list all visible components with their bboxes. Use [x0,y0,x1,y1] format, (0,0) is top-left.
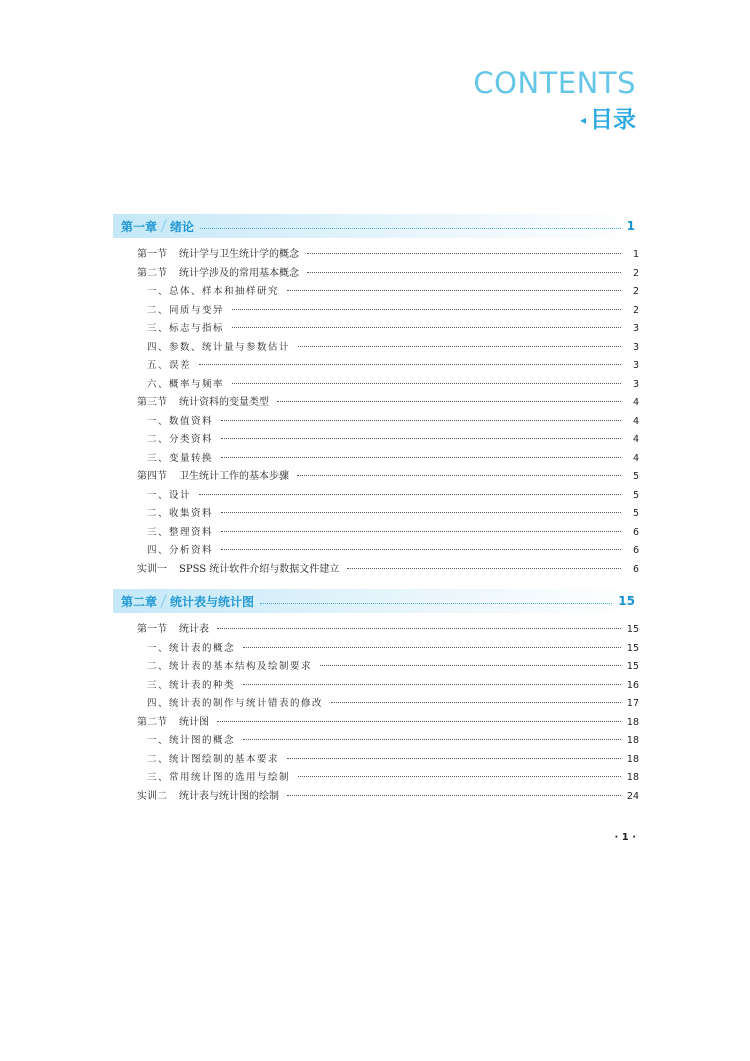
entry-page: 4 [632,397,639,408]
entry-page: 2 [632,304,639,316]
entry-page: 24 [626,790,639,802]
toc-subsection-entry[interactable] [113,640,639,659]
entry-title: 统计学涉及的常用基本概念 [179,267,299,279]
entry-page: 16 [626,679,639,691]
contents-title-cn-row [473,106,636,134]
dot-leader [297,475,621,476]
dot-leader [298,776,621,777]
toc-subsection-entry[interactable] [113,376,639,395]
chapter-number: 第一章 [121,219,158,234]
dot-leader [298,346,621,347]
entry-title: 三、常用统计图的选用与绘制 [147,772,291,783]
toc-section-entry[interactable] [113,468,639,487]
entry-label: 第四节 [137,471,167,482]
dot-leader [199,494,621,495]
page-number: · 1 · [614,832,636,843]
dot-leader [200,228,621,229]
dot-leader [232,383,621,384]
entry-page: 2 [632,286,639,297]
entry-page: 6 [632,545,639,556]
toc-subsection-entry[interactable] [113,677,639,696]
entry-title: 统计表 [179,624,209,635]
entry-page: 2 [632,267,639,279]
dot-leader [243,647,621,648]
entry-page: 5 [632,471,639,482]
entry-page: 3 [632,341,639,353]
entry-page: 6 [632,563,639,575]
dot-leader [221,512,621,513]
entry-page: 4 [632,452,639,464]
entry-page: 17 [626,698,639,709]
toc-subsection-entry[interactable] [113,751,639,770]
contents-title-cn: 目录 [590,107,636,133]
entry-title: 五、误差 [147,360,192,371]
dot-leader [260,603,612,604]
entry-title: 一、统计表的概念 [147,642,236,654]
toc-subsection-entry[interactable] [113,732,639,751]
entry-title: 统计表与统计图的绘制 [179,790,279,802]
entry-label: 第二节 [137,267,167,279]
toc-subsection-entry[interactable] [113,413,639,432]
entry-label: 实训二 [137,790,167,802]
entry-title: 四、分析资料 [147,545,214,556]
entry-title: 一、统计图的概念 [147,735,236,746]
entry-title: 统计资料的变量类型 [179,397,269,408]
entry-page: 18 [626,753,639,765]
entry-title: 三、变量转换 [147,452,214,464]
entry-title: 三、标志与指标 [147,323,225,334]
toc-subsection-entry[interactable] [113,695,639,714]
toc-subsection-entry[interactable] [113,283,639,302]
slash-divider [160,219,166,232]
toc-subsection-entry[interactable] [113,320,639,339]
toc-section-entry[interactable] [113,788,639,807]
dot-leader [221,531,621,532]
chapter-page: 15 [618,594,635,608]
entry-page: 5 [632,508,639,519]
toc-section-entry[interactable] [113,265,639,284]
entry-page: 18 [626,716,639,728]
entry-page: 3 [632,360,639,371]
dot-leader [243,739,621,740]
dot-leader [287,290,621,291]
entry-title: 统计图 [179,716,209,728]
triangle-left-icon: ◂ [579,113,586,127]
dot-leader [232,327,621,328]
entry-page: 18 [626,772,639,783]
toc-subsection-entry[interactable] [113,542,639,561]
entry-page: 3 [632,378,639,390]
toc-subsection-entry[interactable] [113,450,639,469]
entry-page: 1 [632,249,639,260]
entry-page: 18 [626,735,639,746]
dot-leader [347,568,621,569]
chapter-heading[interactable] [113,214,639,238]
dot-leader [221,457,621,458]
entry-page: 15 [626,624,639,635]
chapter-number: 第二章 [121,594,158,609]
entry-title: 三、整理资料 [147,526,214,538]
table-of-contents [113,214,639,806]
entry-title: 统计学与卫生统计学的概念 [179,249,299,260]
entry-label: 实训一 [137,563,167,575]
toc-subsection-entry[interactable] [113,524,639,543]
toc-subsection-entry[interactable] [113,769,639,788]
toc-subsection-entry[interactable] [113,302,639,321]
entry-title: 二、同质与变异 [147,304,225,316]
entry-page: 5 [632,489,639,501]
entry-title: 四、统计表的制作与统计错表的修改 [147,698,324,709]
dot-leader [243,684,621,685]
dot-leader [217,721,621,722]
entry-page: 4 [632,434,639,445]
dot-leader [320,665,621,666]
entry-page: 3 [632,323,639,334]
dot-leader [221,549,621,550]
toc-section-entry[interactable] [113,621,639,640]
entry-title: 三、统计表的种类 [147,679,236,691]
dot-leader [287,758,621,759]
contents-header [473,66,636,134]
dot-leader [331,702,621,703]
entry-label: 第二节 [137,716,167,728]
entry-title: 六、概率与频率 [147,378,225,390]
toc-subsection-entry[interactable] [113,658,639,677]
dot-leader [221,420,621,421]
dot-leader [232,309,621,310]
entry-title: 一、总体、样本和抽样研究 [147,286,280,297]
entry-label: 第三节 [137,397,167,408]
toc-section-entry[interactable] [113,714,639,733]
chapter-heading[interactable] [113,589,639,613]
entry-title: 二、统计图绘制的基本要求 [147,753,280,765]
entry-page: 6 [632,526,639,538]
toc-section-entry[interactable] [113,394,639,413]
chapter-page: 1 [626,219,635,233]
dot-leader [307,272,621,273]
dot-leader [221,438,621,439]
chapter-gap [113,579,639,589]
entry-page: 15 [626,661,639,672]
entry-title: 一、数值资料 [147,415,214,427]
dot-leader [217,628,621,629]
toc-subsection-entry[interactable] [113,431,639,450]
entry-label: 第一节 [137,624,167,635]
entry-title: 四、参数、统计量与参数估计 [147,341,291,353]
toc-section-entry[interactable] [113,561,639,580]
entry-title: 二、收集资料 [147,508,214,519]
entry-title: 二、分类资料 [147,434,214,445]
entry-label: 第一节 [137,249,167,260]
dot-leader [277,401,621,402]
slash-divider [160,594,166,607]
entry-page: 15 [626,642,639,654]
chapter-title: 统计表与统计图 [170,594,255,609]
toc-subsection-entry[interactable] [113,487,639,506]
entry-title: SPSS 统计软件介绍与数据文件建立 [179,563,340,575]
chapter-title: 绪论 [170,219,195,234]
contents-title-en: CONTENTS [473,66,636,100]
entry-page: 4 [632,415,639,427]
entry-title: 卫生统计工作的基本步骤 [179,471,289,482]
dot-leader [199,364,621,365]
toc-section-entry[interactable] [113,246,639,265]
toc-subsection-entry[interactable] [113,505,639,524]
toc-subsection-entry[interactable] [113,357,639,376]
toc-subsection-entry[interactable] [113,339,639,358]
dot-leader [307,253,621,254]
dot-leader [287,795,621,796]
entry-title: 二、统计表的基本结构及绘制要求 [147,661,313,672]
entry-title: 一、设计 [147,489,192,501]
